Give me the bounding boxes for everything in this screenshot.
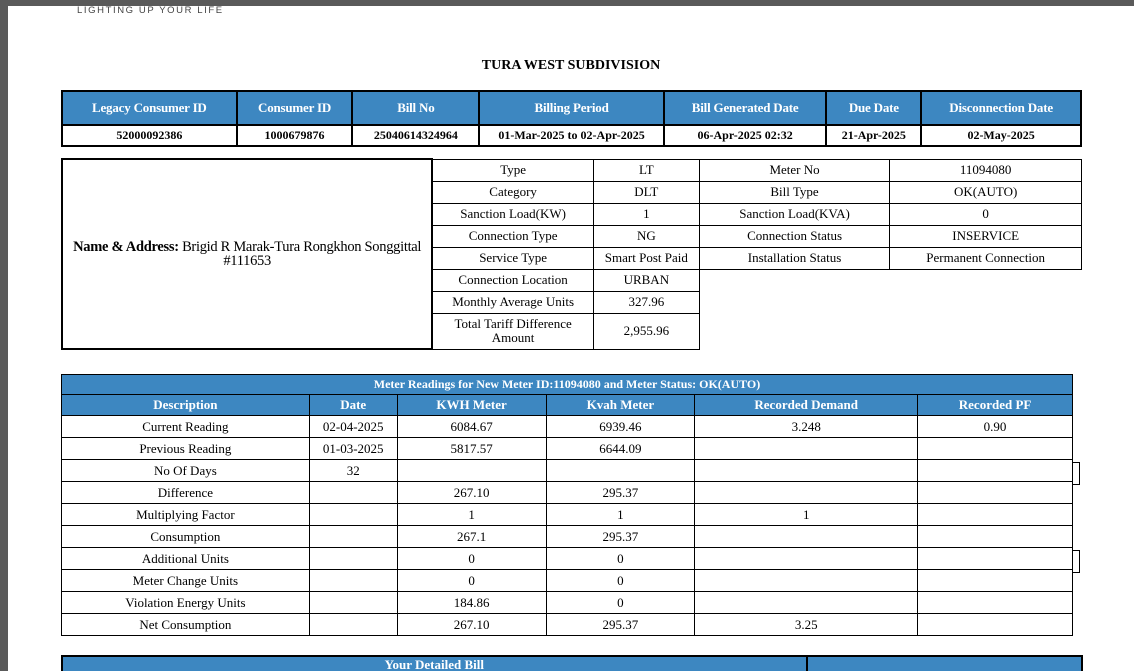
detail-label-2: Connection Status <box>699 225 890 247</box>
description-cell: Current Reading <box>62 416 310 438</box>
detail-value: URBAN <box>593 269 699 291</box>
blank-cell <box>699 269 1081 291</box>
detail-value: Smart Post Paid <box>593 247 699 269</box>
table-edge-stub <box>1073 462 1080 485</box>
col-kvah-meter: Kvah Meter <box>546 395 695 416</box>
date-cell: 02-04-2025 <box>309 416 397 438</box>
table-row <box>62 438 1073 460</box>
kwh-meter-cell: 267.1 <box>397 526 546 548</box>
recorded-pf-cell <box>918 526 1073 548</box>
kwh-meter-cell <box>397 460 546 482</box>
recorded-pf-cell: 0.90 <box>918 416 1073 438</box>
kwh-meter-cell: 0 <box>397 570 546 592</box>
recorded-demand-cell <box>695 592 918 614</box>
col-consumer-id: Consumer ID <box>237 91 353 125</box>
description-cell: Previous Reading <box>62 438 310 460</box>
meter-readings-table <box>61 374 1073 636</box>
bill-no-value: 25040614324964 <box>352 125 479 146</box>
recorded-pf-cell <box>918 504 1073 526</box>
col-bill-no: Bill No <box>352 91 479 125</box>
recorded-demand-cell <box>695 548 918 570</box>
recorded-pf-cell <box>918 460 1073 482</box>
detail-value-2: Permanent Connection <box>890 247 1082 269</box>
detail-label: Category <box>432 181 593 203</box>
table-row <box>62 460 1073 482</box>
table-row <box>62 482 1073 504</box>
detail-label: Type <box>432 159 593 181</box>
col-kwh-meter: KWH Meter <box>397 395 546 416</box>
kvah-meter-cell: 0 <box>546 548 695 570</box>
detailed-bill-table <box>61 655 1083 671</box>
meter-readings-title: Meter Readings for New Meter ID:11094080 and Meter Status: OK(AUTO) <box>62 375 1073 395</box>
detail-value: 1 <box>593 203 699 225</box>
detail-value: NG <box>593 225 699 247</box>
disconnection-date-value: 02-May-2025 <box>921 125 1081 146</box>
bill-generated-date-value: 06-Apr-2025 02:32 <box>664 125 827 146</box>
company-tagline: LIGHTING UP YOUR LIFE <box>77 6 224 16</box>
kwh-meter-cell: 267.10 <box>397 614 546 636</box>
col-recorded-demand: Recorded Demand <box>695 395 918 416</box>
table-row <box>62 548 1073 570</box>
kwh-meter-cell: 0 <box>397 548 546 570</box>
description-cell: Consumption <box>62 526 310 548</box>
table-row <box>62 592 1073 614</box>
kwh-meter-cell: 184.86 <box>397 592 546 614</box>
detail-label: Sanction Load(KW) <box>432 203 593 225</box>
date-cell <box>309 548 397 570</box>
date-cell <box>309 526 397 548</box>
kvah-meter-cell: 295.37 <box>546 614 695 636</box>
recorded-pf-cell <box>918 592 1073 614</box>
date-cell <box>309 592 397 614</box>
detail-value-2: 11094080 <box>890 159 1082 181</box>
description-cell: Violation Energy Units <box>62 592 310 614</box>
detailed-bill-amount-header <box>807 656 1082 671</box>
recorded-pf-cell <box>918 548 1073 570</box>
kvah-meter-cell: 6939.46 <box>546 416 695 438</box>
date-cell <box>309 614 397 636</box>
kwh-meter-cell: 1 <box>397 504 546 526</box>
due-date-value: 21-Apr-2025 <box>826 125 921 146</box>
detail-value: 2,955.96 <box>593 313 699 349</box>
kvah-meter-cell: 0 <box>546 570 695 592</box>
kvah-meter-cell: 295.37 <box>546 482 695 504</box>
description-cell: Additional Units <box>62 548 310 570</box>
detail-value-2: 0 <box>890 203 1082 225</box>
description-cell: Multiplying Factor <box>62 504 310 526</box>
legacy-consumer-id-value: 52000092386 <box>62 125 237 146</box>
detail-label: Connection Type <box>432 225 593 247</box>
col-recorded-pf: Recorded PF <box>918 395 1073 416</box>
kwh-meter-cell: 6084.67 <box>397 416 546 438</box>
blank-cell <box>699 313 1081 349</box>
col-disconnection-date: Disconnection Date <box>921 91 1081 125</box>
billing-period-value: 01-Mar-2025 to 02-Apr-2025 <box>479 125 664 146</box>
kvah-meter-cell: 6644.09 <box>546 438 695 460</box>
description-cell: Meter Change Units <box>62 570 310 592</box>
col-due-date: Due Date <box>826 91 921 125</box>
detail-label-2: Meter No <box>699 159 890 181</box>
description-cell: Net Consumption <box>62 614 310 636</box>
kvah-meter-cell: 295.37 <box>546 526 695 548</box>
detailed-bill-title: Your Detailed Bill <box>62 656 807 671</box>
subdivision-title: TURA WEST SUBDIVISION <box>481 58 661 73</box>
detail-value: DLT <box>593 181 699 203</box>
table-row <box>62 570 1073 592</box>
name-address-value: Brigid R Marak-Tura Rongkhon Songgittal #111653 <box>182 239 422 269</box>
date-cell: 32 <box>309 460 397 482</box>
description-cell: No Of Days <box>62 460 310 482</box>
name-address-cell <box>62 159 432 349</box>
kvah-meter-cell: 1 <box>546 504 695 526</box>
col-bill-generated-date: Bill Generated Date <box>664 91 827 125</box>
recorded-pf-cell <box>918 438 1073 460</box>
table-row <box>62 416 1073 438</box>
consumer-details-table <box>61 158 1082 350</box>
recorded-demand-cell <box>695 526 918 548</box>
recorded-pf-cell <box>918 482 1073 504</box>
blank-cell <box>699 291 1081 313</box>
table-row <box>62 526 1073 548</box>
detail-value-2: INSERVICE <box>890 225 1082 247</box>
table-row <box>62 614 1073 636</box>
recorded-pf-cell <box>918 614 1073 636</box>
kvah-meter-cell <box>546 460 695 482</box>
detail-label: Monthly Average Units <box>432 291 593 313</box>
detail-value-2: OK(AUTO) <box>890 181 1082 203</box>
detail-value: LT <box>593 159 699 181</box>
bill-header-table <box>61 90 1082 147</box>
col-legacy-consumer-id: Legacy Consumer ID <box>62 91 237 125</box>
detail-label: Connection Location <box>432 269 593 291</box>
date-cell: 01-03-2025 <box>309 438 397 460</box>
bill-page <box>8 6 1134 671</box>
recorded-demand-cell <box>695 570 918 592</box>
date-cell <box>309 570 397 592</box>
date-cell <box>309 482 397 504</box>
recorded-demand-cell <box>695 460 918 482</box>
consumer-id-value: 1000679876 <box>237 125 353 146</box>
table-row <box>62 504 1073 526</box>
recorded-demand-cell: 3.25 <box>695 614 918 636</box>
col-date: Date <box>309 395 397 416</box>
name-address-label: Name & Address: <box>73 239 179 255</box>
kwh-meter-cell: 5817.57 <box>397 438 546 460</box>
recorded-demand-cell <box>695 438 918 460</box>
col-billing-period: Billing Period <box>479 91 664 125</box>
recorded-demand-cell: 3.248 <box>695 416 918 438</box>
date-cell <box>309 504 397 526</box>
detail-label: Total Tariff Difference Amount <box>432 313 593 349</box>
kvah-meter-cell: 0 <box>546 592 695 614</box>
kwh-meter-cell: 267.10 <box>397 482 546 504</box>
col-description: Description <box>62 395 310 416</box>
recorded-demand-cell <box>695 482 918 504</box>
description-cell: Difference <box>62 482 310 504</box>
detail-value: 327.96 <box>593 291 699 313</box>
detail-label-2: Sanction Load(KVA) <box>699 203 890 225</box>
detail-label: Service Type <box>432 247 593 269</box>
table-edge-stub <box>1073 550 1080 573</box>
detail-label-2: Bill Type <box>699 181 890 203</box>
recorded-pf-cell <box>918 570 1073 592</box>
detail-label-2: Installation Status <box>699 247 890 269</box>
recorded-demand-cell: 1 <box>695 504 918 526</box>
